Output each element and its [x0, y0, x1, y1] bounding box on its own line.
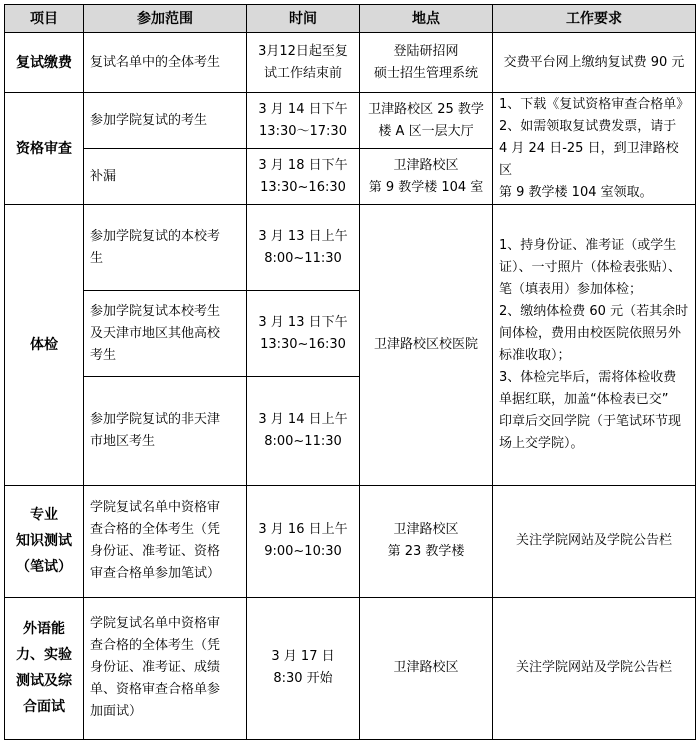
item-line: 外语能	[23, 621, 65, 638]
item-physical: 体检	[5, 205, 84, 485]
time-line: 3月12日起至复	[258, 43, 348, 59]
place-physical: 卫津路校区校医院	[360, 205, 493, 485]
table-row-payment	[5, 33, 696, 93]
scope-physical-3	[84, 377, 247, 485]
item-line: 专业	[30, 507, 58, 524]
time-line: 13:30～17:30	[259, 123, 347, 139]
time-line: 3 月 14 日下午	[258, 101, 348, 117]
req-line: 第 9 教学楼 104 室领取。	[499, 184, 653, 200]
req-line: 标准收取）；	[499, 347, 571, 363]
time-line: 3 月 17 日	[271, 649, 335, 665]
req-physical	[493, 205, 696, 485]
time-line: 3 月 18 日下午	[258, 157, 348, 173]
table-row-interview	[5, 597, 696, 739]
place-review-1	[360, 93, 493, 149]
time-line: 13:30~16:30	[260, 336, 346, 352]
time-line: 8:00~11:30	[264, 434, 342, 450]
req-line: 证）、一寸照片（体检表张贴）、	[499, 259, 682, 275]
item-written	[5, 485, 84, 597]
scope-physical-2	[84, 291, 247, 377]
time-line: 13:30~16:30	[260, 179, 346, 195]
time-line: 3 月 13 日上午	[258, 228, 348, 244]
item-line: 合面试	[23, 699, 65, 716]
req-line: 2、缴纳体检费 60 元（若其余时	[499, 303, 689, 319]
scope-line: 学院复试名单中资格审	[90, 500, 221, 516]
time-line: 3 月 16 日上午	[258, 522, 348, 538]
req-line: 1、下载《复试资格审查合格单》	[499, 96, 690, 112]
place-line: 卫津路校区	[393, 157, 459, 173]
item-line: （笔试）	[16, 559, 72, 576]
scope-payment: 复试名单中的全体考生	[84, 33, 247, 93]
time-physical-1	[247, 205, 360, 291]
schedule-table	[4, 4, 696, 740]
place-line: 卫津路校区	[393, 522, 459, 538]
req-line: 印章后交回学院（于笔试环节现	[499, 413, 682, 429]
item-line: 力、实验	[16, 647, 72, 664]
item-line: 测试及综	[16, 673, 72, 690]
scope-line: 查合格的全体考生（凭	[90, 522, 221, 538]
req-line: 间体检，费用由校医院依照另外	[499, 325, 682, 341]
header-scope: 参加范围	[84, 5, 247, 33]
table-row-written	[5, 485, 696, 597]
place-line: 硕士招生管理系统	[373, 65, 478, 81]
place-line: 楼 A 区一层大厅	[378, 123, 474, 139]
time-line: 8:30 开始	[273, 671, 333, 687]
time-review-1	[247, 93, 360, 149]
scope-interview	[84, 597, 247, 739]
place-line: 第 9 教学楼 104 室	[368, 179, 484, 195]
scope-line: 参加学院复试本校考生	[90, 303, 221, 319]
place-line: 卫津路校区 25 教学	[368, 101, 484, 117]
time-line: 8:00~11:30	[264, 250, 342, 266]
scope-line: 查合格的全体考生（凭	[90, 638, 221, 654]
req-written: 关注学院网站及学院公告栏	[493, 485, 696, 597]
req-line: 3、体检完毕后，需将体检收费	[499, 369, 677, 385]
scope-line: 考生	[90, 347, 117, 363]
item-interview	[5, 597, 84, 739]
scope-review-2: 补漏	[84, 149, 247, 205]
time-review-2	[247, 149, 360, 205]
scope-line: 加面试）	[90, 704, 143, 720]
req-payment: 交费平台网上缴纳复试费 90 元	[493, 33, 696, 93]
time-payment	[247, 33, 360, 93]
req-line: 2、如需领取复试费发票，请于	[499, 118, 677, 134]
item-payment: 复试缴费	[5, 33, 84, 93]
scope-line: 单、资格审查合格单参	[90, 682, 221, 698]
scope-line: 身份证、准考证、成绩	[90, 660, 221, 676]
scope-line: 参加学院复试的非天津	[90, 412, 221, 428]
req-interview: 关注学院网站及学院公告栏	[493, 597, 696, 739]
scope-line: 市地区考生	[90, 434, 156, 450]
scope-line: 审查合格单参加笔试）	[90, 566, 221, 582]
time-line: 3 月 13 日下午	[258, 314, 348, 330]
place-line: 登陆研招网	[393, 43, 459, 59]
time-line: 3 月 14 日上午	[258, 412, 348, 428]
header-row	[5, 5, 696, 33]
scope-review-1: 参加学院复试的考生	[84, 93, 247, 149]
scope-line: 参加学院复试的本校考	[90, 228, 221, 244]
header-requirement: 工作要求	[493, 5, 696, 33]
req-line: 笔（填表用）参加体检；	[499, 281, 643, 297]
time-line: 9:00~10:30	[264, 544, 342, 560]
scope-line: 及天津市地区其他高校	[90, 325, 221, 341]
req-line: 4 月 24 日-25 日，到卫津路校区	[499, 140, 679, 178]
req-review	[493, 93, 696, 205]
req-line: 1、持身份证、准考证（或学生	[499, 237, 677, 253]
item-line: 知识测试	[16, 533, 72, 550]
time-written	[247, 485, 360, 597]
req-line: 单据红联，加盖“体检表已交”	[499, 391, 669, 407]
scope-line: 学院复试名单中资格审	[90, 616, 221, 632]
table-row-review-1	[5, 93, 696, 149]
scope-line: 生	[90, 250, 104, 266]
item-review: 资格审查	[5, 93, 84, 205]
place-review-2	[360, 149, 493, 205]
time-physical-3	[247, 377, 360, 485]
time-line: 试工作结束前	[263, 65, 342, 81]
place-line: 第 23 教学楼	[387, 544, 465, 560]
time-interview	[247, 597, 360, 739]
place-written	[360, 485, 493, 597]
time-physical-2	[247, 291, 360, 377]
scope-written	[84, 485, 247, 597]
header-item: 项目	[5, 5, 84, 33]
place-interview: 卫津路校区	[360, 597, 493, 739]
header-time: 时间	[247, 5, 360, 33]
header-place: 地点	[360, 5, 493, 33]
place-payment	[360, 33, 493, 93]
scope-physical-1	[84, 205, 247, 291]
req-line: 场上交学院）。	[499, 435, 584, 451]
scope-line: 身份证、准考证、资格	[90, 544, 221, 560]
table-row-physical-1	[5, 205, 696, 291]
